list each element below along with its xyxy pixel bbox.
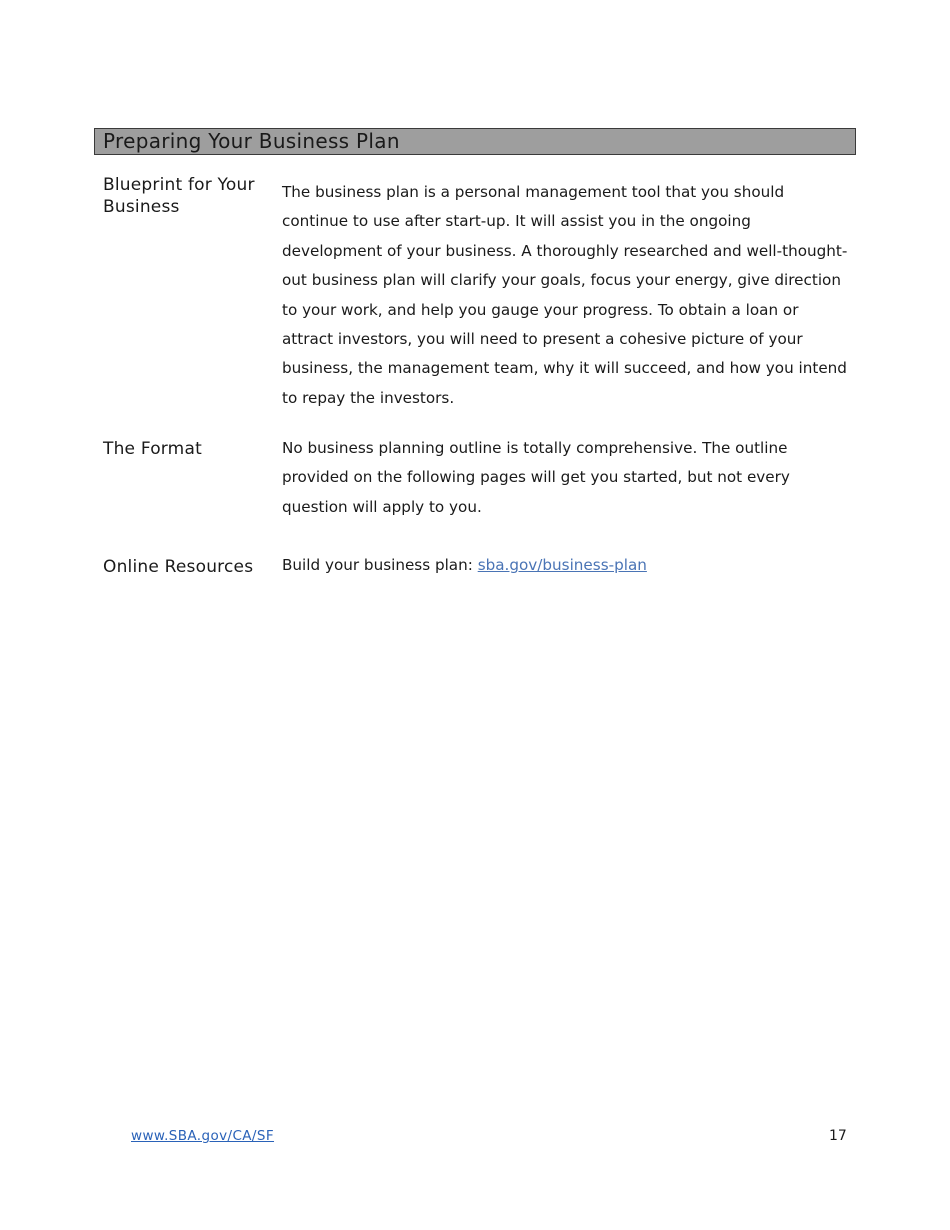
section-heading-blueprint: Blueprint for Your Business: [103, 175, 255, 217]
online-resources-prefix: Build your business plan:: [282, 556, 478, 574]
footer-website-link[interactable]: www.SBA.gov/CA/SF: [131, 1128, 275, 1144]
section-heading-online-resources: Online Resources: [103, 557, 254, 577]
page-number: 17: [829, 1128, 847, 1144]
section-body-blueprint: The business plan is a personal management tool that you should continue to use after start-up. It will assist you in the ongoing development of your business. A thoroughly researched and well-thought-out business plan will clarify your goals, focus your energy, give direction to your work, and help you gauge your progress. To obtain a loan or attract investors, you will need to present a cohesive picture of your business, the management team, why it will succeed, and how you intend to repay the investors.: [282, 183, 848, 407]
section-heading-format: The Format: [103, 439, 202, 459]
section-body-format: No business planning outline is totally comprehensive. The outline provided on the following pages will get you started, but not every question will apply to you.: [282, 439, 790, 516]
section-body-online-resources: [282, 551, 854, 580]
page-title: Preparing Your Business Plan: [103, 129, 400, 153]
business-plan-link[interactable]: sba.gov/business-plan: [477, 556, 647, 574]
page-title-bar: [94, 128, 856, 155]
